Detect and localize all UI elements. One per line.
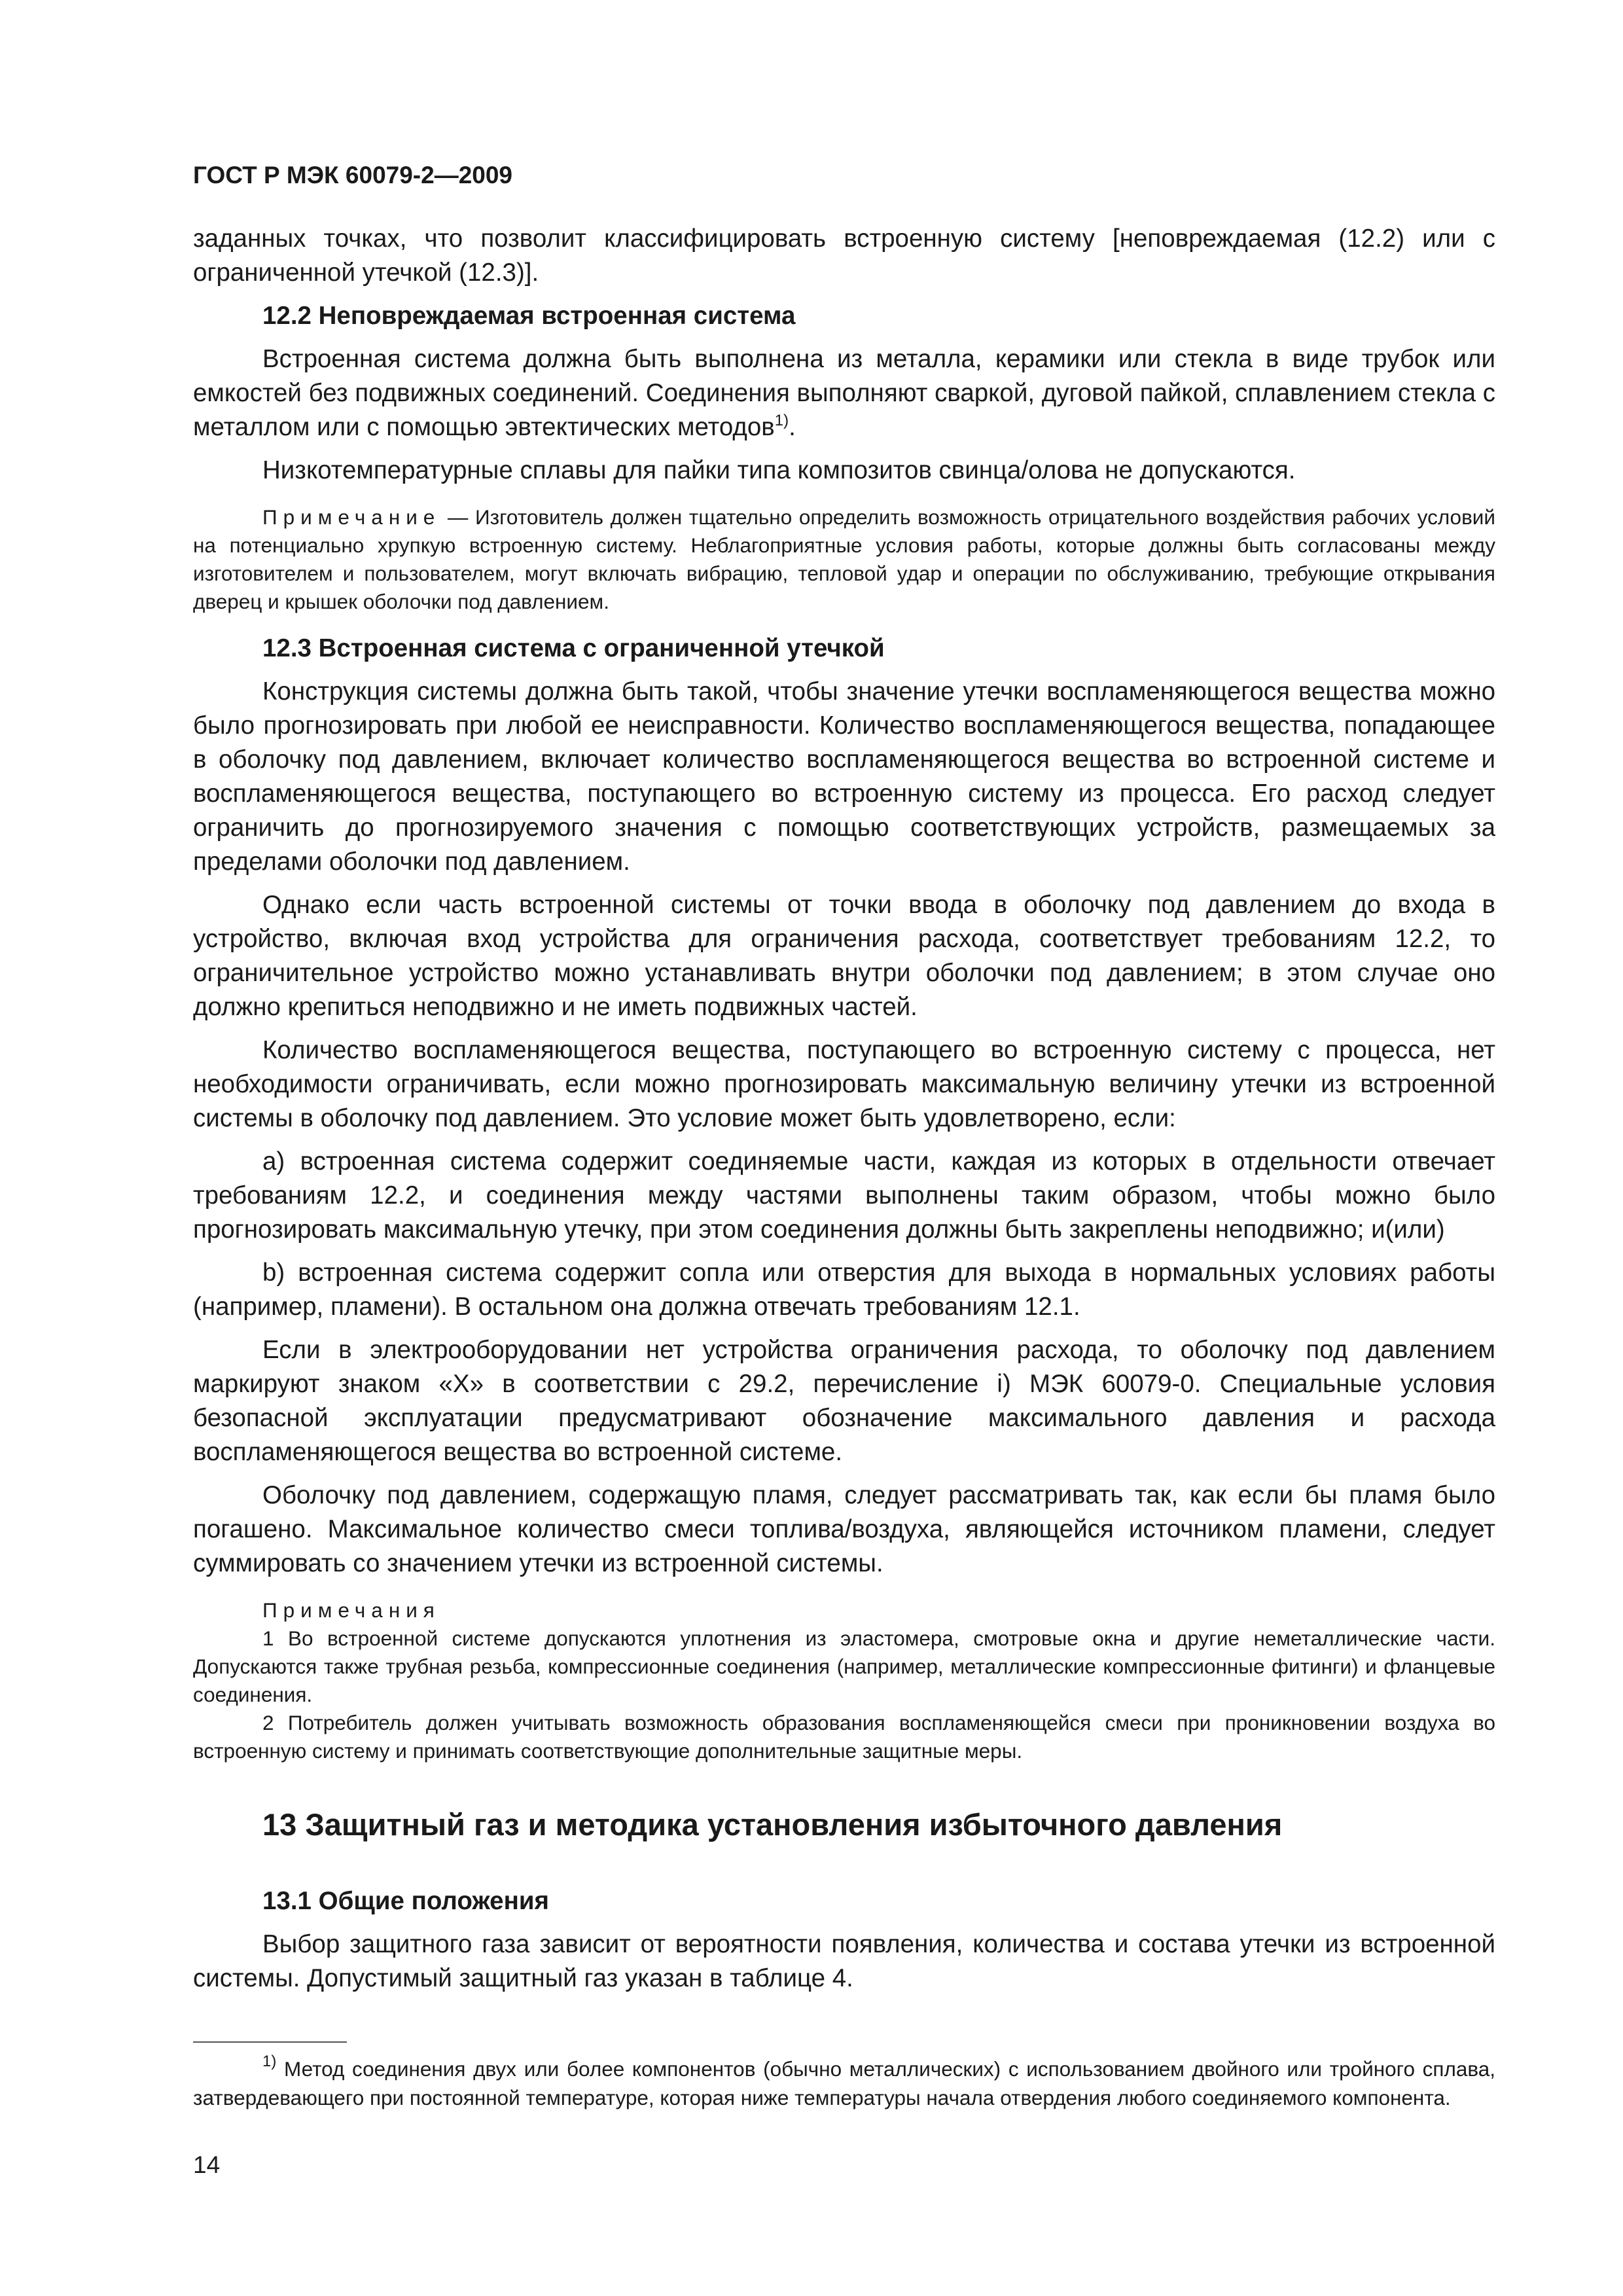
paragraph-12-3-e: Оболочку под давлением, содержащую пламя, следует рассматривать так, как если бы пламя было погашено. Максимальное количество смеси топлива/воздуха, являющейся источником пламени, следует суммировать со значением утечки из встроенной системы. (193, 1481, 1495, 1577)
paragraph-12-2-b: Низкотемпературные сплавы для пайки типа композитов свинца/олова не допускаются. (262, 456, 1296, 484)
notes-label-text: Примечания (262, 1598, 440, 1622)
footnote-text: Метод соединения двух или более компонентов (обычно металлических) с использованием двойного или тройного сплава, затвердевающего при постоянной температуре, которая ниже температуры начала отвердения любого соединяемого компонента. (193, 2057, 1495, 2109)
list-item-a: a) встроенная система содержит соединяемые части, каждая из которых в отдельности отвечает требованиям 12.2, и соединения между частями выполнены таким образом, чтобы можно было прогнозировать максимальную утечку, при этом соединения должны быть закреплены неподвижно; и(или) (193, 1147, 1495, 1244)
notes-label (193, 1596, 1495, 1624)
document-page (193, 160, 1495, 2178)
note-text: — Изготовитель должен тщательно определить возможность отрицательного воздействия рабочих условий на потенциально хрупкую встроенную систему. Неблагоприятные условия работы, которые должны быть согласованы между изготовителем и пользователем, могут включать вибрацию, тепловой удар и операции по обслуживанию, требующие открывания дверец и крышек оболочки под давлением. (193, 505, 1495, 613)
paragraph-text: Встроенная система должна быть выполнена из металла, керамики или стекла в виде трубок или емкостей без подвижных соединений. Соединения выполняют сваркой, дуговой пайкой, сплавлением стекла с металлом или с помощью эвтектических методов (193, 345, 1495, 441)
note-item-2: 2 Потребитель должен учитывать возможность образования воспламеняющейся смеси при проникновении воздуха во встроенную систему и принимать соответствующие дополнительные защитные меры. (193, 1711, 1495, 1763)
footnote-mark: 1) (262, 2053, 277, 2070)
note-item-1: 1 Во встроенной системе допускаются уплотнения из эластомера, смотровые окна и другие неметаллические части. Допускаются также трубная резьба, компрессионные соединения (например, металлические компрессионные фитинги) и фланцевые соединения. (193, 1626, 1495, 1706)
page-number: 14 (193, 2151, 221, 2178)
paragraph-12-3-a: Конструкция системы должна быть такой, чтобы значение утечки воспламеняющегося вещества можно было прогнозировать при любой ее неисправности. Количество воспламеняющегося вещества, попадающее в оболочку под давлением, включает количество воспламеняющегося вещества во встроенной системе и воспламеняющегося вещества, поступающего во встроенную систему из процесса. Его расход следует ограничить до прогнозируемого значения с помощью соответствующих устройств, размещаемых за пределами оболочки под давлением. (193, 677, 1495, 876)
section-heading-13-1: 13.1 Общие положения (262, 1887, 549, 1915)
list-item-b: b) встроенная система содержит сопла или отверстия для выхода в нормальных условиях работы (например, пламени). В остальном она должна отвечать требованиям 12.1. (193, 1259, 1495, 1321)
paragraph-12-3-b: Однако если часть встроенной системы от точки ввода в оболочку под давлением до входа в устройство, включая вход устройства для ограничения расхода, соответствует требованиям 12.2, то ограничительное устройство можно устанавливать внутри оболочки под давлением; в этом случае оно должно крепиться неподвижно и не иметь подвижных частей. (193, 891, 1495, 1021)
section-heading-12-2: 12.2 Неповреждаемая встроенная система (262, 302, 796, 330)
footnote (193, 2054, 1495, 2112)
section-heading-12-3: 12.3 Встроенная система с ограниченной утечкой (262, 634, 885, 662)
paragraph-12-2-a (193, 342, 1495, 444)
paragraph-12-3-c: Количество воспламеняющегося вещества, поступающего во встроенную систему с процесса, нет необходимости ограничивать, если можно прогнозировать максимальную величину утечки из встроенной системы в оболочку под давлением. Это условие может быть удовлетворено, если: (193, 1036, 1495, 1132)
footnote-reference: 1) (774, 412, 789, 429)
paragraph-12-3-d: Если в электрооборудовании нет устройства ограничения расхода, то оболочку под давлением маркируют знаком «X» в соответствии с 29.2, перечисление i) МЭК 60079-0. Специальные условия безопасной эксплуатации предусматривают обозначение максимального давления и расхода воспламеняющегося вещества во встроенной системе. (193, 1336, 1495, 1466)
note-label: Примечание (262, 505, 441, 529)
paragraph-13-1: Выбор защитного газа зависит от вероятности появления, количества и состава утечки из встроенной системы. Допустимый защитный газ указан в таблице 4. (193, 1930, 1495, 1992)
section-heading-13: 13 Защитный газ и методика установления избыточного давления (262, 1807, 1283, 1842)
continuation-paragraph: заданных точках, что позволит классифицировать встроенную систему [неповреждаемая (12.2) или с ограниченной утечкой (12.3)]. (193, 224, 1495, 287)
note-12-2 (193, 503, 1495, 616)
footnote-divider (193, 2041, 347, 2043)
document-header: ГОСТ Р МЭК 60079-2—2009 (193, 162, 513, 188)
paragraph-end: . (789, 413, 796, 441)
